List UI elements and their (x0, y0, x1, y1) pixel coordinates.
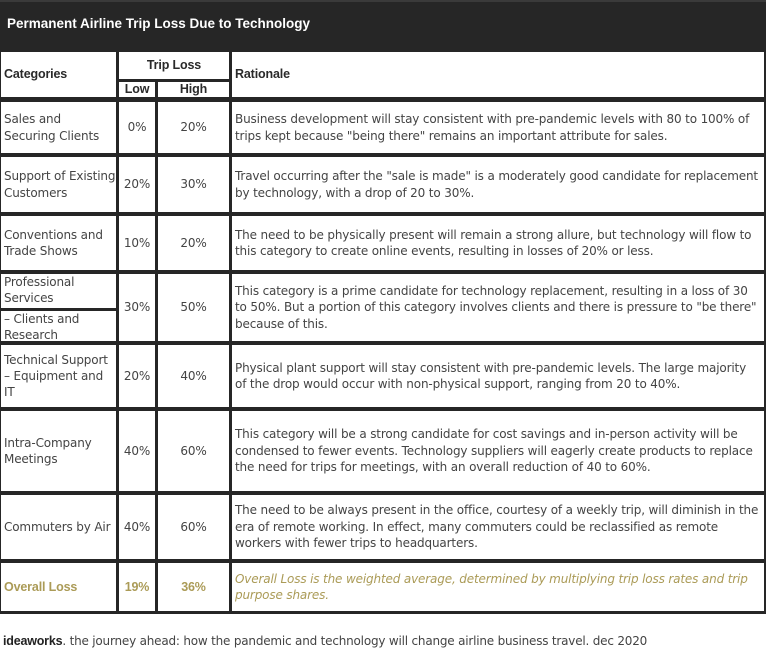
header-low: Low (119, 82, 155, 97)
row-category-sub: – Clients and Research (1, 311, 116, 341)
table-title: Permanent Airline Trip Loss Due to Technology (7, 16, 311, 31)
row-high: 30% (158, 157, 229, 212)
row-high: 40% (158, 345, 229, 407)
overall-category: Overall Loss (1, 563, 116, 611)
row-rationale: This category is a prime candidate for technology replacement, resulting in a loss of 30 to 50%. But a portion of this category involves clients and there is pressure to "be there" because of this. (232, 274, 764, 341)
row-low: 10% (119, 216, 155, 270)
row-high: 60% (158, 411, 229, 491)
row-category: Sales and Securing Clients (1, 102, 116, 153)
row-low: 20% (119, 345, 155, 407)
header-trip-loss: Trip Loss (119, 52, 229, 79)
row-rationale: Physical plant support will stay consistent with pre-pandemic levels. The large majority of the drop would occur with non-physical support, ranging from 20 to 40%. (232, 345, 764, 407)
row-category: Commuters by Air (1, 495, 116, 559)
row-category: Technical Support – Equipment and IT (1, 345, 116, 407)
table-title-bar (0, 0, 766, 50)
footer-brand: ideaworks (3, 634, 63, 648)
row-low: 40% (119, 495, 155, 559)
row-high: 20% (158, 216, 229, 270)
row-low: 20% (119, 157, 155, 212)
row-high: 20% (158, 102, 229, 153)
header-categories: Categories (1, 52, 116, 97)
row-category: Conventions and Trade Shows (1, 216, 116, 270)
row-low: 40% (119, 411, 155, 491)
row-rationale: This category will be a strong candidate for cost savings and in-person activity will be condensed to fewer events. Technology suppliers will eagerly create products to replace the need for trips for meetings, with an overall reduction of 40 to 60%. (232, 411, 764, 491)
row-low: 0% (119, 102, 155, 153)
overall-rationale: Overall Loss is the weighted average, determined by multiplying trip loss rates and trip purpose shares. (232, 563, 764, 611)
footer-text: . the journey ahead: how the pandemic and technology will change airline business travel. dec 2020 (62, 634, 648, 648)
row-rationale: Travel occurring after the "sale is made" is a moderately good candidate for replacement by technology, with a drop of 20 to 30%. (232, 157, 764, 212)
row-category: Support of Existing Customers (1, 157, 116, 212)
trip-loss-table (0, 50, 766, 614)
row-rationale: The need to be physically present will remain a strong allure, but technology will flow to this category to create online events, resulting in losses of 20% or less. (232, 216, 764, 270)
header-rationale: Rationale (232, 52, 764, 97)
row-category: Professional Services (1, 274, 116, 308)
overall-low: 19% (119, 563, 155, 611)
row-category: Intra-Company Meetings (1, 411, 116, 491)
header-high: High (158, 82, 229, 97)
row-rationale: Business development will stay consistent with pre-pandemic levels with 80 to 100% of trips kept because "being there" remains an important attribute for sales. (232, 102, 764, 153)
row-rationale: The need to be always present in the office, courtesy of a weekly trip, will diminish in the era of remote working. In effect, many commuters could be reclassified as remote workers with fewer trips to headquarters. (232, 495, 764, 559)
row-low: 30% (119, 274, 155, 341)
row-high: 60% (158, 495, 229, 559)
row-high: 50% (158, 274, 229, 341)
source-footer (3, 634, 647, 648)
overall-high: 36% (158, 563, 229, 611)
